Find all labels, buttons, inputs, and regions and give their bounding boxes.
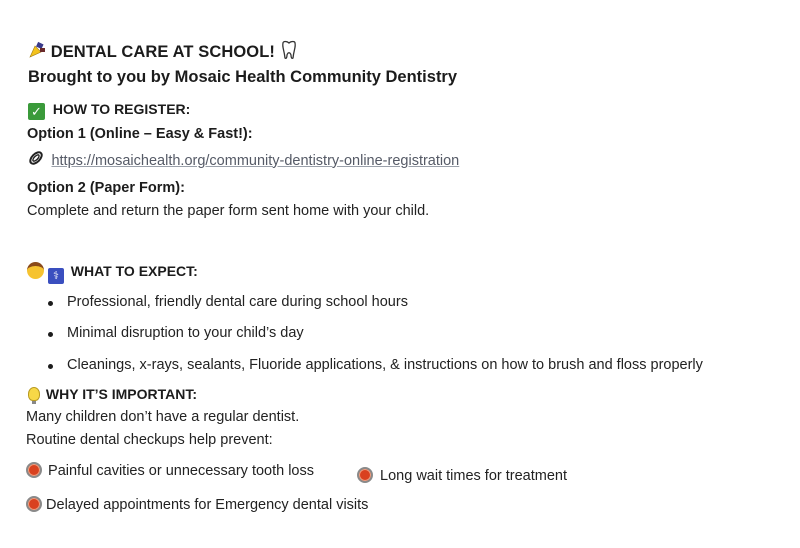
bullet-dot [48, 301, 53, 306]
prevent-item-text: Painful cavities or unnecessary tooth loss [48, 463, 315, 479]
option2-text: Complete and return the paper form sent home with your child. [27, 203, 430, 219]
party-popper-icon [28, 41, 46, 64]
prevent-item [357, 467, 567, 484]
check-mark-button-icon: ✓ [28, 103, 45, 120]
bullet-dot [48, 364, 53, 369]
paperclip-icon [28, 150, 44, 171]
important-line2: Routine dental checkups help prevent: [26, 432, 273, 448]
option1-label: Option 1 (Online – Easy & Fast!): [27, 126, 253, 142]
prevent-item-text: Delayed appointments for Emergency dental visits [46, 497, 369, 513]
page-title: DENTAL CARE AT SCHOOL! [50, 42, 276, 61]
prevent-item [26, 462, 314, 479]
important-heading: WHY IT’S IMPORTANT: [45, 386, 198, 402]
expect-item: Professional, friendly dental care during school hours [67, 294, 408, 310]
prevent-item-text: Long wait times for treatment [380, 468, 568, 484]
prevent-item [26, 496, 368, 513]
child-face-icon [27, 262, 44, 279]
tooth-icon [280, 40, 298, 65]
stop-sign-icon [26, 496, 42, 512]
expect-heading: WHAT TO EXPECT: [70, 263, 198, 279]
register-heading: HOW TO REGISTER: [52, 101, 191, 117]
stop-sign-icon [357, 467, 373, 483]
expect-heading-row [27, 262, 198, 284]
important-line1: Many children don’t have a regular dentist. [26, 409, 300, 425]
medical-staff-icon: ⚕ [48, 268, 64, 284]
register-heading-row [28, 101, 190, 120]
page-title-row [28, 40, 298, 65]
option1-link-row [28, 150, 459, 171]
page-subtitle: Brought to you by Mosaic Health Community Dentistry [28, 68, 458, 86]
stop-sign-icon [26, 462, 42, 478]
registration-link[interactable]: https://mosaichealth.org/community-dentistry-online-registration [51, 152, 460, 169]
option2-label: Option 2 (Paper Form): [27, 180, 185, 196]
bullet-dot [48, 332, 53, 337]
expect-item: Cleanings, x-rays, sealants, Fluoride applications, & instructions on how to brush and floss properly [67, 357, 703, 373]
light-bulb-icon [28, 387, 40, 401]
important-heading-row [28, 386, 197, 402]
expect-item: Minimal disruption to your child’s day [67, 325, 304, 341]
